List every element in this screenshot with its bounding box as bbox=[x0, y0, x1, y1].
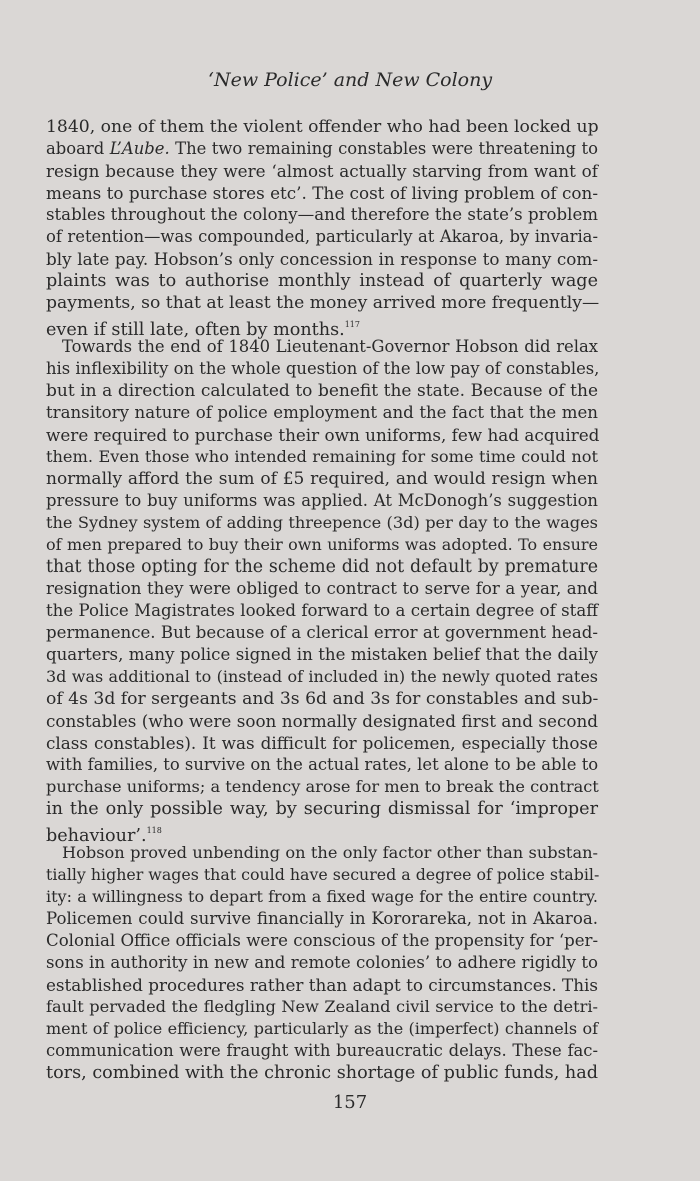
text-line: of men prepared to buy their own uniforms was adopted. To ensure bbox=[46, 535, 598, 554]
text-line bbox=[46, 820, 598, 846]
text-fragment: behaviour’. bbox=[46, 826, 147, 846]
text-fragment: The two remaining constables were threatening to bbox=[175, 139, 599, 158]
text-line: Towards the end of 1840 Lieutenant-Governor Hobson did relax bbox=[62, 337, 598, 356]
text-line: with families, to survive on the actual rates, let alone to be able to bbox=[46, 755, 599, 774]
footnote-ref: 118 bbox=[146, 826, 162, 835]
text-line: the Sydney system of adding threepence (3d) per day to the wages bbox=[46, 513, 598, 532]
footnote-ref: 117 bbox=[344, 320, 360, 329]
text-line: his inflexibility on the whole question of the low pay of constables, bbox=[46, 359, 600, 378]
text-line: Hobson proved unbending on the only factor other than substan- bbox=[62, 843, 598, 862]
ship-name: L’Aube. bbox=[109, 139, 170, 158]
text-line: established procedures rather than adapt to circumstances. This bbox=[46, 975, 598, 995]
running-header: ‘New Police’ and New Colony bbox=[207, 69, 493, 91]
text-line: resign because they were ‘almost actually starving from want of bbox=[46, 161, 598, 181]
text-line: ment of police efficiency, particularly as the (imperfect) channels of bbox=[46, 1019, 598, 1038]
text-line: class constables). It was difficult for policemen, especially those bbox=[46, 733, 598, 753]
text-line: tially higher wages that could have secured a degree of police stabil- bbox=[46, 865, 600, 884]
text-line: of retention—was compounded, particularly at Akaroa, by invaria- bbox=[46, 227, 598, 246]
text-line: Policemen could survive financially in Kororareka, not in Akaroa. bbox=[46, 909, 598, 928]
text-line: communication were fraught with bureaucratic delays. These fac- bbox=[46, 1041, 598, 1060]
text-line: tors, combined with the chronic shortage of public funds, had bbox=[46, 1063, 598, 1083]
text-line: permanence. But because of a clerical error at government head- bbox=[46, 623, 598, 642]
text-fragment: even if still late, often by months. bbox=[46, 320, 345, 340]
text-line: pressure to buy uniforms was applied. At McDonogh’s suggestion bbox=[46, 491, 598, 510]
text-line: 3d was additional to (instead of included in) the newly quoted rates bbox=[46, 667, 598, 686]
text-line: ity: a willingness to depart from a fixed wage for the entire country. bbox=[46, 887, 598, 906]
text-line: were required to purchase their own uniforms, few had acquired bbox=[46, 425, 600, 445]
text-line: fault pervaded the fledgling New Zealand civil service to the detri- bbox=[46, 997, 598, 1016]
text-line: quarters, many police signed in the mistaken belief that the daily bbox=[46, 645, 598, 664]
text-line: resignation they were obliged to contract to serve for a year, and bbox=[46, 579, 598, 598]
text-line: normally afford the sum of £5 required, and would resign when bbox=[46, 469, 598, 489]
text-line: but in a direction calculated to benefit the state. Because of the bbox=[46, 381, 598, 401]
text-line: the Police Magistrates looked forward to a certain degree of staff bbox=[46, 601, 598, 620]
text-line: Colonial Office officials were conscious of the propensity for ‘per- bbox=[46, 931, 599, 950]
text-line: purchase uniforms; a tendency arose for men to break the contract bbox=[46, 777, 599, 796]
text-line: in the only possible way, by securing dismissal for ‘improper bbox=[46, 799, 598, 819]
text-line: constables (who were soon normally designated first and second bbox=[46, 711, 598, 731]
text-line bbox=[46, 138, 598, 160]
text-line bbox=[46, 314, 598, 340]
text-line: stables throughout the colony—and therefore the state’s problem bbox=[46, 205, 598, 224]
text-line: transitory nature of police employment and the fact that the men bbox=[46, 403, 598, 422]
text-line: that those opting for the scheme did not default by premature bbox=[46, 557, 598, 577]
text-line: of 4s 3d for sergeants and 3s 6d and 3s for constables and sub- bbox=[46, 689, 599, 709]
text-line: 1840, one of them the violent offender who had been locked up bbox=[46, 117, 599, 137]
page-number: 157 bbox=[332, 1092, 368, 1113]
text-line: payments, so that at least the money arrived more frequently— bbox=[46, 293, 600, 313]
text-line: means to purchase stores etc’. The cost of living problem of con- bbox=[46, 183, 598, 203]
text-line: plaints was to authorise monthly instead of quarterly wage bbox=[46, 271, 598, 291]
text-line: bly late pay. Hobson’s only concession in response to many com- bbox=[46, 249, 598, 269]
text-fragment: aboard bbox=[46, 139, 105, 158]
text-line: sons in authority in new and remote colonies’ to adhere rigidly to bbox=[46, 953, 598, 972]
text-line: them. Even those who intended remaining for some time could not bbox=[46, 447, 598, 466]
